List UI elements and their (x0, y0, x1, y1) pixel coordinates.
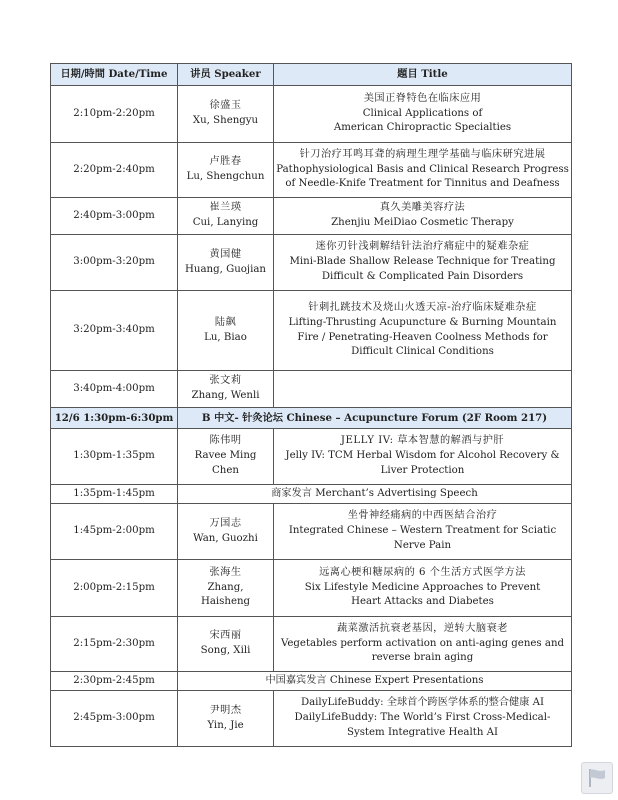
session-title (274, 86, 572, 143)
session-title (274, 429, 572, 485)
speaker-name-cn: 徐盛玉 (209, 100, 242, 112)
speaker-name-cn: 卢胜春 (209, 156, 242, 168)
session-title (274, 235, 572, 291)
session-speaker (178, 371, 274, 408)
title-en: Lifting-Thrusting Acupuncture & Burning Mountain (288, 316, 557, 328)
merged-session-row (51, 672, 572, 691)
flag-icon (582, 763, 612, 793)
session-row (51, 429, 572, 485)
speaker-name-en: Haisheng (200, 596, 251, 608)
session-title (274, 504, 572, 560)
session-row (51, 691, 572, 747)
title-en: DailyLifeBuddy: The World’s First Cross-Medical- (294, 712, 551, 724)
speaker-name-cn: 崔兰瑛 (209, 202, 242, 214)
header-title: 題目 Title (274, 64, 572, 86)
title-en: System Integrative Health AI (346, 726, 499, 738)
merged-session-label: 中国嘉宾发言 Chinese Expert Presentations (178, 672, 572, 691)
speaker-name-cn: 陆飙 (214, 316, 237, 328)
title-en: Difficult & Complicated Pain Disorders (321, 270, 524, 282)
title-en: Integrated Chinese – Western Treatment for Sciatic (288, 525, 557, 537)
title-en: Clinical Applications of (362, 107, 483, 119)
title-cn: 针刺扎跳技术及烧山火透天凉-治疗临床疑难杂症 (308, 301, 537, 313)
session-speaker (178, 86, 274, 143)
speaker-name-cn: 万国志 (209, 517, 242, 529)
speaker-name-cn: 黄国健 (209, 248, 242, 260)
header-date-time: 日期/時間 Date/Time (51, 64, 178, 86)
title-en: Difficult Clinical Conditions (351, 346, 494, 358)
section-date-time: 12/6 1:30pm-6:30pm (51, 408, 178, 429)
speaker-name-cn: 陈伟明 (209, 435, 242, 447)
session-row (51, 143, 572, 198)
session-time: 2:10pm-2:20pm (51, 86, 178, 143)
page-corner-logo-icon (581, 762, 613, 794)
session-time: 2:45pm-3:00pm (51, 691, 178, 747)
session-row (51, 235, 572, 291)
session-title (274, 371, 572, 408)
session-time: 1:35pm-1:45pm (51, 485, 178, 504)
speaker-name-cn: 尹明杰 (209, 704, 242, 716)
session-title (274, 560, 572, 617)
session-time: 2:40pm-3:00pm (51, 198, 178, 235)
speaker-name-en: Wan, Guozhi (193, 532, 258, 544)
title-en: of Needle-Knife Treatment for Tinnitus and Deafness (285, 178, 560, 190)
session-title (274, 617, 572, 672)
speaker-name-cn: 张海生 (209, 566, 242, 578)
speaker-name-en: Ravee Ming (194, 450, 257, 462)
section-title: B 中文- 针灸论坛 Chinese – Acupuncture Forum (2F Room 217) (178, 408, 572, 429)
session-time: 1:30pm-1:35pm (51, 429, 178, 485)
speaker-name-cn: 宋西丽 (209, 630, 242, 642)
session-row (51, 504, 572, 560)
title-cn: 真久美雕美容疗法 (379, 202, 466, 214)
title-cn: 美国正脊特色在临床应用 (363, 92, 482, 104)
speaker-name-en: Huang, Guojian (185, 263, 266, 275)
schedule-table (50, 63, 572, 747)
session-title (274, 143, 572, 198)
session-time: 3:00pm-3:20pm (51, 235, 178, 291)
speaker-name-en: Zhang, Wenli (191, 390, 260, 401)
session-time: 1:45pm-2:00pm (51, 504, 178, 560)
speaker-name-en: Song, Xili (200, 645, 251, 656)
session-speaker (178, 235, 274, 291)
speaker-name-en: Chen (212, 464, 239, 476)
title-en: American Chiropractic Specialties (333, 122, 512, 134)
session-row (51, 371, 572, 408)
session-row (51, 291, 572, 371)
session-speaker (178, 617, 274, 672)
title-en: Heart Attacks and Diabetes (351, 596, 494, 608)
title-en: DailyLifeBuddy: 全球首个跨医学体系的整合健康 AI (300, 697, 545, 709)
session-speaker (178, 691, 274, 747)
section-header-row (51, 408, 572, 429)
session-speaker (178, 143, 274, 198)
session-speaker (178, 560, 274, 617)
title-en: Mini-Blade Shallow Release Technique for Treating (289, 256, 556, 268)
speaker-name-en: Lu, Biao (204, 331, 247, 343)
title-en: Pathophysiological Basis and Clinical Research Progress (276, 163, 569, 175)
merged-session-row (51, 485, 572, 504)
title-en: Jelly IV: TCM Herbal Wisdom for Alcohol Recovery & (285, 450, 560, 462)
title-en: reverse brain aging (371, 652, 474, 664)
title-cn: 蔬菜激活抗衰老基因，逆转大脑衰老 (337, 622, 508, 634)
session-speaker (178, 429, 274, 485)
session-title (274, 198, 572, 235)
title-cn: 坐骨神经痛病的中西医結合治疗 (347, 510, 498, 522)
session-row (51, 617, 572, 672)
merged-session-label: 商家发言 Merchant’s Advertising Speech (178, 485, 572, 504)
session-time: 3:20pm-3:40pm (51, 291, 178, 371)
session-time: 3:40pm-4:00pm (51, 371, 178, 408)
session-time: 2:15pm-2:30pm (51, 617, 178, 672)
header-speaker: 讲员 Speaker (178, 64, 274, 86)
session-row (51, 86, 572, 143)
title-cn: 针刀治疗耳鸣耳聋的病理生理学基础与临床研究进展 (299, 148, 546, 160)
title-cn: JELLY IV: 草本智慧的解酒与护肝 (340, 435, 505, 447)
session-title (274, 691, 572, 747)
speaker-name-en: Cui, Lanying (192, 217, 259, 228)
session-row (51, 198, 572, 235)
session-speaker (178, 198, 274, 235)
session-row (51, 560, 572, 617)
speaker-name-en: Yin, Jie (207, 719, 244, 731)
speaker-name-en: Lu, Shengchun (186, 171, 265, 182)
title-en: Six Lifestyle Medicine Approaches to Prevent (304, 581, 541, 593)
speaker-name-en: Xu, Shengyu (192, 115, 259, 126)
session-time: 2:00pm-2:15pm (51, 560, 178, 617)
session-time: 2:30pm-2:45pm (51, 672, 178, 691)
header-row (51, 64, 572, 86)
title-cn: 远离心梗和糖尿病的 6 个生活方式医学方法 (319, 566, 526, 578)
session-time: 2:20pm-2:40pm (51, 143, 178, 198)
speaker-name-cn: 张文莉 (209, 375, 242, 387)
title-en: Zhenjiu MeiDiao Cosmetic Therapy (331, 217, 514, 228)
session-speaker (178, 291, 274, 371)
session-speaker (178, 504, 274, 560)
title-cn: 迷你刃针浅刺解结针法治疗痛症中的疑难杂症 (315, 241, 530, 253)
session-title (274, 291, 572, 371)
title-en: Liver Protection (380, 464, 465, 476)
speaker-name-en: Zhang, (207, 581, 244, 593)
title-en: Vegetables perform activation on anti-aging genes and (280, 637, 565, 649)
title-en: Fire / Penetrating-Heaven Coolness Methods for (297, 331, 548, 343)
title-en: Nerve Pain (393, 539, 452, 551)
